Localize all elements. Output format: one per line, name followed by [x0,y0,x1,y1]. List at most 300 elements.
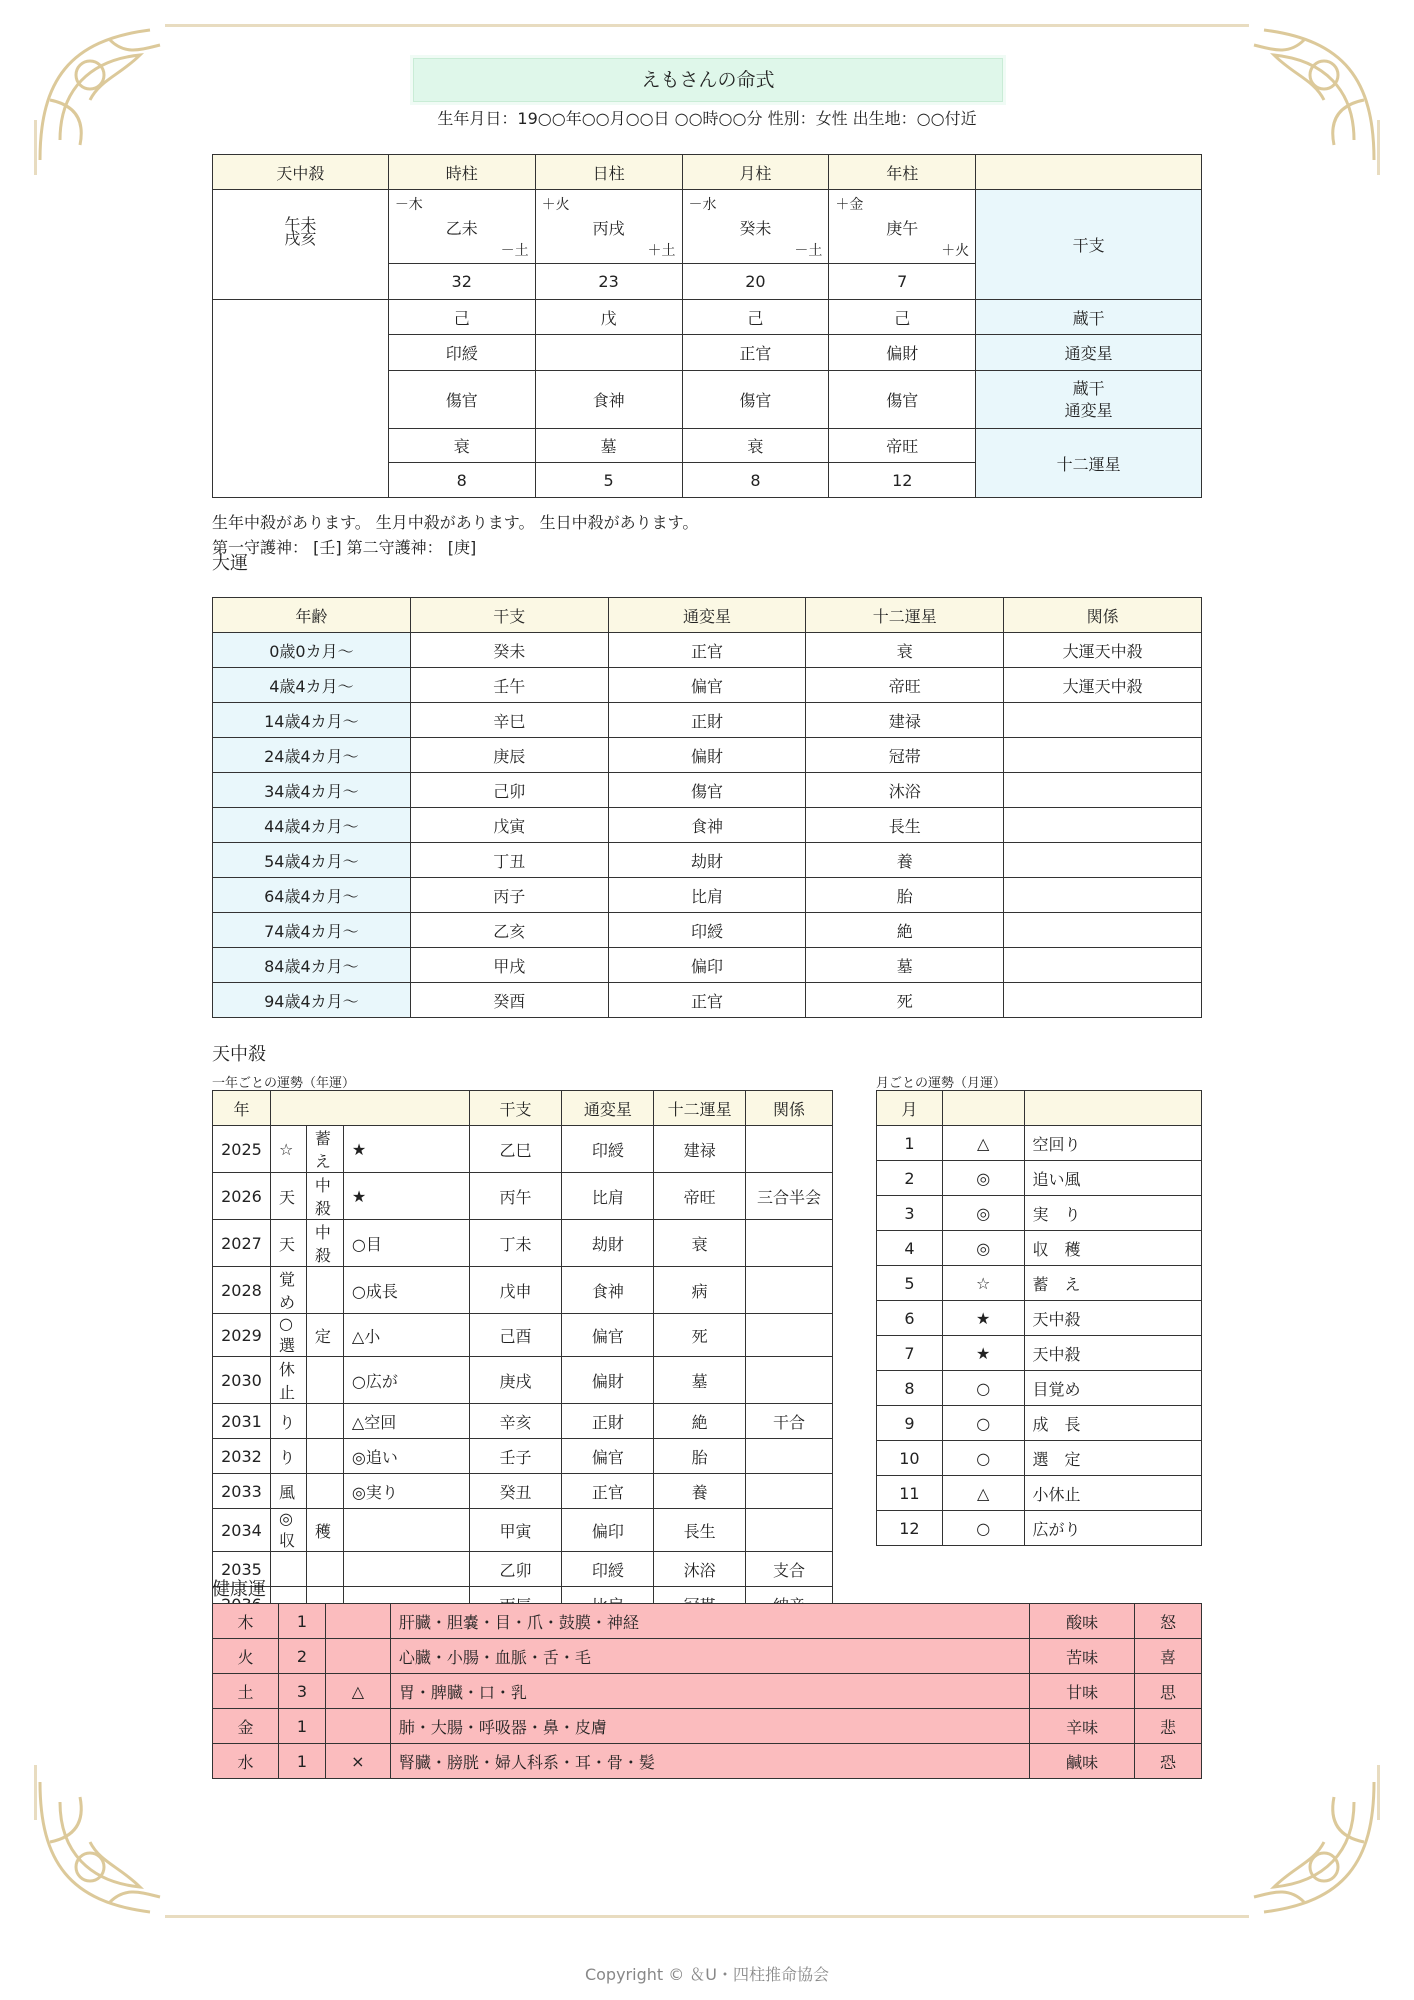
copyright: Copyright © ＆U・四柱推命協会 [584,1965,830,1984]
nenun-cell: 辛亥 [469,1404,562,1439]
nenun-cell: 丁未 [469,1220,562,1267]
juni-number: 12 [829,463,976,498]
juni-cell: 墓 [535,429,682,463]
nenun-cell: 正官 [562,1474,654,1509]
getsuun-cell: △ [942,1126,1024,1161]
label-zokan: 蔵干 [976,300,1202,335]
getsuun-cell: 5 [877,1266,943,1301]
taiun-cell [1004,948,1202,983]
taiun-cell: 甲戌 [410,948,608,983]
getsuun-cell: △ [942,1476,1024,1511]
taiun-cell: 正官 [608,983,806,1018]
nenun-cell: 2027 [213,1220,271,1267]
nenun-cell: ○広が [343,1357,469,1404]
nenun-cell [746,1220,833,1267]
getsuun-row [877,1371,1202,1406]
nenun-cell: 甲寅 [469,1509,562,1552]
tsuhen-cell: 印綬 [388,335,535,371]
kenkou-row [213,1639,1202,1674]
getsuun-cell: ○ [942,1406,1024,1441]
nenun-header-blank [270,1091,469,1126]
corner-ornament-top-right-icon [1234,20,1384,170]
tenchusatsu-section-title: 天中殺 [212,1044,266,1065]
pillar-number: 7 [829,264,976,300]
pillar-number: 20 [682,264,829,300]
header-getchu: 月柱 [682,155,829,190]
taiun-cell [1004,703,1202,738]
juni-cell: 帝旺 [829,429,976,463]
taiun-cell: 死 [806,983,1004,1018]
nenun-cell: 養 [654,1474,746,1509]
taiun-row [213,668,1202,703]
getsuun-cell: ★ [942,1336,1024,1371]
taiun-row [213,773,1202,808]
header-nichichu: 日柱 [535,155,682,190]
kenkou-cell: 辛味 [1030,1709,1135,1744]
nenun-cell: り [270,1404,306,1439]
nenun-cell: △空回 [343,1404,469,1439]
nenun-cell: 2031 [213,1404,271,1439]
kenkou-cell: 火 [213,1639,279,1674]
getsuun-row [877,1476,1202,1511]
header-tenchusatsu: 天中殺 [213,155,389,190]
nenun-cell [746,1439,833,1474]
taiun-cell: 癸未 [410,633,608,668]
taiun-row [213,843,1202,878]
tenchusatsu-cell [213,190,389,300]
nenun-cell: 2025 [213,1126,271,1173]
nenun-cell [746,1474,833,1509]
nenun-cell: 乙卯 [469,1552,562,1587]
month-fortune-caption: 月ごとの運勢（月運） [876,1076,1007,1091]
taiun-table [212,597,1202,1018]
taiun-header-relation: 関係 [1004,598,1202,633]
pillar-branch-element: －土 [500,243,529,259]
nenun-cell: 正財 [562,1404,654,1439]
nenun-row [213,1173,833,1220]
tsuhen-cell [535,335,682,371]
zokan-cell: 戊 [535,300,682,335]
taiun-cell: 辛巳 [410,703,608,738]
nenun-cell [746,1357,833,1404]
nenun-cell: 定 [306,1314,343,1357]
nenun-cell: 2033 [213,1474,271,1509]
taiun-cell: 壬午 [410,668,608,703]
nenun-cell: ★ [343,1173,469,1220]
getsuun-row [877,1441,1202,1476]
getsuun-cell: 3 [877,1196,943,1231]
nenun-cell: 支合 [746,1552,833,1587]
nenun-cell: 中殺 [306,1173,343,1220]
taiun-cell: 印綬 [608,913,806,948]
label-zokan-tsuhen-line1: 蔵干 [1072,378,1105,398]
taiun-header-tsuhen: 通変星 [608,598,806,633]
pillar-kanshi: 丙戌 [592,219,625,238]
kenkou-row [213,1744,1202,1779]
taiun-cell: 74歳4カ月～ [213,913,411,948]
getsuun-row [877,1161,1202,1196]
getsuun-cell: 広がり [1024,1511,1201,1546]
kenkou-cell: 肺・大腸・呼吸器・鼻・皮膚 [390,1709,1029,1744]
taiun-cell: 墓 [806,948,1004,983]
nenun-cell: 印綬 [562,1126,654,1173]
getsuun-cell: 9 [877,1406,943,1441]
taiun-cell: 54歳4カ月～ [213,843,411,878]
taiun-cell: 絶 [806,913,1004,948]
taiun-cell: 養 [806,843,1004,878]
taiun-cell [1004,738,1202,773]
getsuun-cell: 11 [877,1476,943,1511]
taiun-cell: 傷官 [608,773,806,808]
nenun-header-relation: 関係 [746,1091,833,1126]
nenun-cell: ○選 [270,1314,306,1357]
nenun-cell [343,1509,469,1552]
taiun-cell: 偏官 [608,668,806,703]
taiun-cell: 大運天中殺 [1004,668,1202,703]
nenun-cell: 2032 [213,1439,271,1474]
taiun-cell: 正財 [608,703,806,738]
kenkou-cell: 胃・脾臓・口・乳 [390,1674,1029,1709]
getsuun-row [877,1301,1202,1336]
getsuun-row [877,1406,1202,1441]
pillar-number: 32 [388,264,535,300]
getsuun-cell: 実 り [1024,1196,1201,1231]
label-kanshi: 干支 [976,190,1202,300]
pillar-branch-element: ＋火 [941,243,970,259]
nenun-cell: ○成長 [343,1267,469,1314]
kenkou-cell [325,1709,390,1744]
taiun-cell: 大運天中殺 [1004,633,1202,668]
getsuun-cell: 小休止 [1024,1476,1201,1511]
juni-number: 8 [682,463,829,498]
taiun-row [213,703,1202,738]
kenkou-cell: 腎臓・膀胱・婦人科系・耳・骨・髪 [390,1744,1029,1779]
nenun-cell: 三合半会 [746,1173,833,1220]
kenkou-table [212,1603,1202,1779]
getsuun-cell: 目覚め [1024,1371,1201,1406]
taiun-cell: 94歳4カ月～ [213,983,411,1018]
nenun-cell: 戊申 [469,1267,562,1314]
nenun-cell: 壬子 [469,1439,562,1474]
nenun-header-kanshi: 干支 [469,1091,562,1126]
nenun-cell: 長生 [654,1509,746,1552]
chusatsu-note: 生年中殺があります。 生月中殺があります。 生日中殺があります。 [212,513,699,532]
taiun-cell: 劫財 [608,843,806,878]
nenun-cell: 病 [654,1267,746,1314]
nenun-cell: 蓄え [306,1126,343,1173]
kenkou-cell: × [325,1744,390,1779]
pillar-getchu [682,190,829,264]
label-zokan-tsuhen-line2: 通変星 [1064,400,1113,420]
kenkou-cell: 1 [278,1709,325,1744]
kenkou-cell: 恐 [1135,1744,1202,1779]
getsuun-cell: 2 [877,1161,943,1196]
getsuun-header-mark [942,1091,1024,1126]
taiun-cell: 己卯 [410,773,608,808]
getsuun-cell: 空回り [1024,1126,1201,1161]
nenun-cell: 2026 [213,1173,271,1220]
pillar-kanshi: 乙未 [445,219,478,238]
taiun-cell: 帝旺 [806,668,1004,703]
nenun-cell: 印綬 [562,1552,654,1587]
nenun-row [213,1220,833,1267]
getsuun-table [876,1090,1202,1546]
nenun-cell [270,1552,306,1587]
empty-left-cell [213,300,389,498]
taiun-cell [1004,773,1202,808]
kenkou-row [213,1709,1202,1744]
nenun-cell: ◎追い [343,1439,469,1474]
kenkou-row [213,1674,1202,1709]
getsuun-cell: ○ [942,1371,1024,1406]
kenkou-cell: 鹹味 [1030,1744,1135,1779]
getsuun-cell: 7 [877,1336,943,1371]
nenun-cell: ◎実り [343,1474,469,1509]
nenun-cell: 癸丑 [469,1474,562,1509]
kenkou-cell: 心臓・小腸・血脈・舌・毛 [390,1639,1029,1674]
nenun-row [213,1267,833,1314]
nenun-header-tsuhen: 通変星 [562,1091,654,1126]
getsuun-header-desc [1024,1091,1201,1126]
nenun-cell: 偏官 [562,1439,654,1474]
nenun-cell: 休止 [270,1357,306,1404]
taiun-cell: 沐浴 [806,773,1004,808]
kenkou-cell: 1 [278,1744,325,1779]
juni-number: 8 [388,463,535,498]
juni-cell: 衰 [388,429,535,463]
header-label-col [976,155,1202,190]
getsuun-cell: ○ [942,1441,1024,1476]
year-fortune-caption: 一年ごとの運勢（年運） [212,1076,356,1091]
zokan-tsuhen-cell: 傷官 [682,371,829,429]
pillar-element: ＋金 [835,197,864,213]
nenun-cell [306,1552,343,1587]
nenun-table [212,1090,833,1622]
nenun-cell: 建禄 [654,1126,746,1173]
nenun-cell [746,1314,833,1357]
taiun-header-juni: 十二運星 [806,598,1004,633]
nenun-cell: 帝旺 [654,1173,746,1220]
nenun-cell: 胎 [654,1439,746,1474]
pillar-element: －水 [688,197,717,213]
getsuun-row [877,1196,1202,1231]
label-tsuhen: 通変星 [976,335,1202,371]
kenkou-cell: 苦味 [1030,1639,1135,1674]
nenun-cell: 2030 [213,1357,271,1404]
zokan-cell: 己 [682,300,829,335]
kenkou-cell: 悲 [1135,1709,1202,1744]
pillar-nenchu [829,190,976,264]
kenkou-title: 健康運 [212,1579,266,1600]
corner-ornament-top-left-icon [30,20,180,170]
taiun-cell [1004,983,1202,1018]
taiun-header-kanshi: 干支 [410,598,608,633]
kenkou-cell: 怒 [1135,1604,1202,1639]
nenun-cell: 食神 [562,1267,654,1314]
getsuun-cell: 6 [877,1301,943,1336]
kenkou-cell [325,1604,390,1639]
tsuhen-cell: 偏財 [829,335,976,371]
taiun-header-age: 年齢 [213,598,411,633]
taiun-cell [1004,913,1202,948]
zokan-tsuhen-cell: 傷官 [829,371,976,429]
taiun-row [213,878,1202,913]
nenun-cell: 比肩 [562,1173,654,1220]
kenkou-cell: 喜 [1135,1639,1202,1674]
taiun-row [213,808,1202,843]
nenun-cell: 偏印 [562,1509,654,1552]
page-title: えもさんの命式 [413,58,1003,102]
nenun-cell: 2028 [213,1267,271,1314]
nenun-cell [306,1474,343,1509]
nenun-cell: 己酉 [469,1314,562,1357]
getsuun-cell: 成 長 [1024,1406,1201,1441]
nenun-cell [306,1357,343,1404]
taiun-cell: 丙子 [410,878,608,913]
getsuun-header-month: 月 [877,1091,943,1126]
nenun-cell: 穫 [306,1509,343,1552]
nenun-row [213,1404,833,1439]
nenun-row [213,1314,833,1357]
nenun-cell [306,1404,343,1439]
getsuun-row [877,1511,1202,1546]
nenun-cell [746,1509,833,1552]
pillar-nichichu [535,190,682,264]
taiun-cell: 偏財 [608,738,806,773]
taiun-cell: 胎 [806,878,1004,913]
kenkou-cell: 木 [213,1604,279,1639]
taiun-cell: 建禄 [806,703,1004,738]
taiun-cell: 正官 [608,633,806,668]
nenun-cell: ★ [343,1126,469,1173]
nenun-cell: 庚戌 [469,1357,562,1404]
meishiki-table [212,154,1202,498]
taiun-cell: 戊寅 [410,808,608,843]
getsuun-cell: 蓄 え [1024,1266,1201,1301]
nenun-cell: ◎収 [270,1509,306,1552]
getsuun-row [877,1126,1202,1161]
getsuun-row [877,1266,1202,1301]
taiun-cell: 食神 [608,808,806,843]
tenchusatsu-value-2: 戌亥 [284,229,317,248]
nenun-cell: ○目 [343,1220,469,1267]
nenun-cell: 風 [270,1474,306,1509]
taiun-cell: 44歳4カ月～ [213,808,411,843]
nenun-cell: 丙午 [469,1173,562,1220]
taiun-cell: 14歳4カ月～ [213,703,411,738]
pillar-branch-element: －土 [794,243,823,259]
nenun-cell [343,1552,469,1587]
taiun-row [213,948,1202,983]
nenun-header-juni: 十二運星 [654,1091,746,1126]
taiun-cell [1004,808,1202,843]
nenun-cell: 偏財 [562,1357,654,1404]
taiun-cell: 癸酉 [410,983,608,1018]
taiun-cell: 長生 [806,808,1004,843]
taiun-cell: 4歳4カ月～ [213,668,411,703]
getsuun-cell: 天中殺 [1024,1336,1201,1371]
nenun-row [213,1126,833,1173]
getsuun-row [877,1336,1202,1371]
pillar-kanshi: 癸未 [739,219,772,238]
nenun-row [213,1439,833,1474]
getsuun-cell: 天中殺 [1024,1301,1201,1336]
taiun-row [213,738,1202,773]
getsuun-cell: ◎ [942,1196,1024,1231]
nenun-cell: △小 [343,1314,469,1357]
taiun-cell: 64歳4カ月～ [213,878,411,913]
nenun-cell: 墓 [654,1357,746,1404]
pillar-element: －木 [394,197,423,213]
header-nenchu: 年柱 [829,155,976,190]
taiun-cell: 比肩 [608,878,806,913]
nenun-cell: 2034 [213,1509,271,1552]
nenun-row [213,1509,833,1552]
taiun-row [213,913,1202,948]
taiun-cell: 34歳4カ月～ [213,773,411,808]
getsuun-cell: 10 [877,1441,943,1476]
kenkou-cell: 肝臓・胆嚢・目・爪・鼓膜・神経 [390,1604,1029,1639]
getsuun-cell: 4 [877,1231,943,1266]
getsuun-cell: ○ [942,1511,1024,1546]
getsuun-cell: 収 穫 [1024,1231,1201,1266]
nenun-cell: 天 [270,1173,306,1220]
birth-info: 生年月日：19○○年○○月○○日 ○○時○○分 性別：女性 出生地：○○付近 [437,109,977,128]
frame-bottom-line [165,1915,1249,1918]
getsuun-cell: ◎ [942,1161,1024,1196]
taiun-cell [1004,843,1202,878]
kenkou-cell: 2 [278,1639,325,1674]
nenun-cell: 干合 [746,1404,833,1439]
kenkou-cell [325,1639,390,1674]
taiun-cell: 丁丑 [410,843,608,878]
nenun-cell: 衰 [654,1220,746,1267]
kenkou-cell: 土 [213,1674,279,1709]
frame-top-line [165,24,1249,27]
nenun-cell: 天 [270,1220,306,1267]
nenun-cell [306,1267,343,1314]
getsuun-cell: ★ [942,1301,1024,1336]
nenun-cell: 劫財 [562,1220,654,1267]
kenkou-cell: 3 [278,1674,325,1709]
zokan-cell: 己 [829,300,976,335]
getsuun-cell: 12 [877,1511,943,1546]
nenun-cell [746,1126,833,1173]
nenun-row [213,1357,833,1404]
nenun-cell: 死 [654,1314,746,1357]
nenun-cell: 2029 [213,1314,271,1357]
nenun-cell: ☆ [270,1126,306,1173]
pillar-branch-element: ＋土 [647,243,676,259]
taiun-title: 大運 [212,553,248,574]
taiun-cell: 庚辰 [410,738,608,773]
tsuhen-cell: 正官 [682,335,829,371]
nenun-cell: 偏官 [562,1314,654,1357]
zokan-cell: 己 [388,300,535,335]
getsuun-cell: ☆ [942,1266,1024,1301]
shugoshin-note: 第一守護神： [壬] 第二守護神： [庚] [212,538,477,557]
taiun-cell: 24歳4カ月～ [213,738,411,773]
kenkou-cell: 思 [1135,1674,1202,1709]
nenun-cell: 中殺 [306,1220,343,1267]
nenun-row [213,1552,833,1587]
getsuun-cell: 追い風 [1024,1161,1201,1196]
kenkou-row [213,1604,1202,1639]
pillar-kanshi: 庚午 [886,219,919,238]
kenkou-cell: 金 [213,1709,279,1744]
pillar-number: 23 [535,264,682,300]
nenun-cell: 沐浴 [654,1552,746,1587]
